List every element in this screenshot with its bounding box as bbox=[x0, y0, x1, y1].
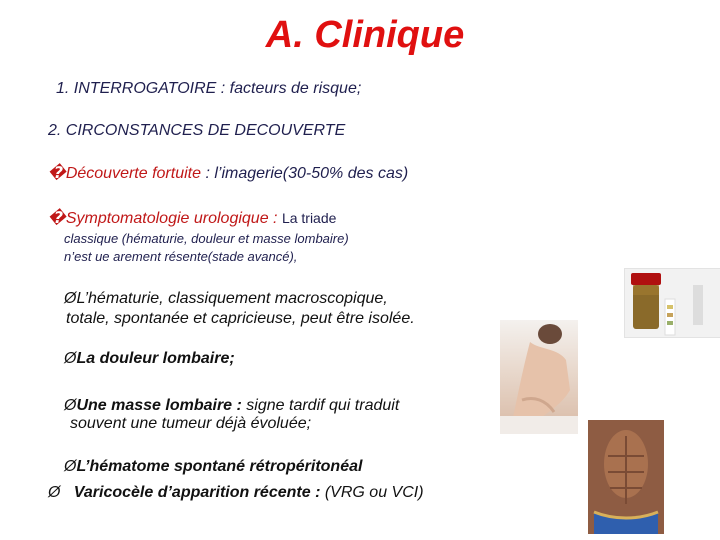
hematome-label: L’hématome spontané rétropéritonéal bbox=[76, 458, 363, 475]
symptomatologie-text: La triade bbox=[281, 210, 337, 226]
arrow-bullet-icon: Ø bbox=[64, 350, 77, 367]
symptomatologie-label: Symptomatologie urologique : bbox=[65, 210, 282, 227]
symptomatologie-line-3: n’est ue arement résente(stade avancé), bbox=[64, 249, 298, 264]
decouverte-fortuite-text: : l’imagerie(30-50% des cas) bbox=[201, 165, 409, 182]
bullet-decouverte-fortuite bbox=[48, 163, 408, 183]
masse-lombaire-text: signe tardif qui traduit bbox=[246, 397, 400, 414]
masse-lombaire-label: Une masse lombaire : bbox=[76, 397, 247, 414]
bullet-marker-icon: � bbox=[48, 210, 66, 227]
hematurie-line-2: totale, spontanée et capricieuse, peut être isolée. bbox=[66, 310, 415, 327]
section-interrogatoire-text: facteurs de risque; bbox=[229, 80, 362, 97]
lower-back-pain-photo bbox=[500, 320, 578, 434]
arrow-bullet-icon: Ø bbox=[64, 458, 77, 475]
section-interrogatoire-label: 1. INTERROGATOIRE : bbox=[56, 80, 230, 97]
arrow-bullet-icon: Ø bbox=[64, 290, 77, 307]
hematurie-text: , classiquement macroscopique, bbox=[159, 290, 388, 307]
item-douleur-lombaire bbox=[64, 350, 235, 368]
douleur-lombaire-label: La douleur lombaire; bbox=[76, 350, 235, 367]
item-hematome bbox=[64, 458, 362, 476]
arrow-bullet-icon: Ø bbox=[48, 484, 61, 501]
varicocele-label: Varicocèle d’apparition récente : bbox=[73, 484, 325, 501]
varicocele-text: (VRG ou VCI) bbox=[324, 484, 424, 501]
abdomen-photo bbox=[588, 420, 664, 534]
bullet-symptomatologie bbox=[48, 208, 336, 228]
symptomatologie-line-2: classique (hématurie, douleur et masse lombaire) bbox=[64, 231, 349, 246]
section-interrogatoire bbox=[56, 80, 361, 98]
item-masse-lombaire bbox=[64, 397, 399, 415]
item-varicocele bbox=[48, 484, 424, 502]
bullet-marker-icon: � bbox=[48, 165, 66, 182]
arrow-bullet-icon: Ø bbox=[64, 397, 77, 414]
urine-sample-photo bbox=[624, 268, 720, 338]
section-circonstances: 2. CIRCONSTANCES DE DECOUVERTE bbox=[48, 122, 346, 139]
decouverte-fortuite-label: Découverte fortuite bbox=[65, 165, 201, 182]
slide-title: A. Clinique bbox=[265, 14, 465, 56]
hematurie-label: L’hématurie bbox=[76, 290, 160, 307]
item-hematurie bbox=[64, 290, 388, 308]
masse-lombaire-line-2: souvent une tumeur déjà évoluée; bbox=[70, 415, 312, 432]
